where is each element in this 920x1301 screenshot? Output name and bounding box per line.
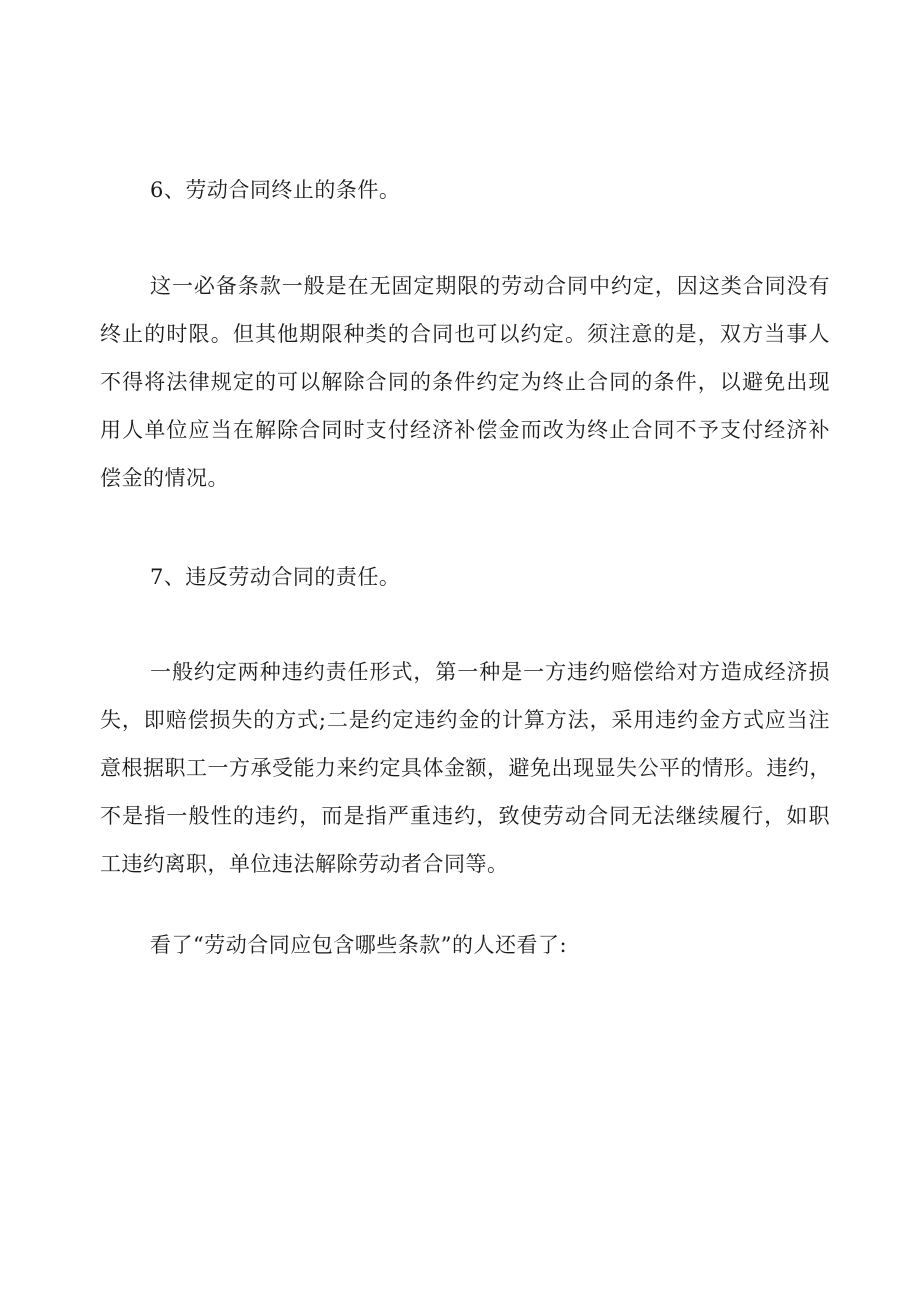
section-6-heading xyxy=(150,166,830,214)
closing-text: 看了“劳动合同应包含哪些条款”的人还看了: xyxy=(150,933,568,957)
section-7-paragraph xyxy=(100,648,831,888)
paragraph-line: 终止的时限。但其他期限种类的合同也可以约定。须注意的是，双方当事人 xyxy=(100,322,830,346)
heading-text: 6、劳动合同终止的条件。 xyxy=(150,178,401,202)
paragraph-line: 意根据职工一方承受能力来约定具体金额，避免出现显失公平的情形。违约， xyxy=(100,756,831,780)
heading-text: 7、违反劳动合同的责任。 xyxy=(150,565,401,589)
paragraph-line: 不是指一般性的违约，而是指严重违约，致使劳动合同无法继续履行，如职 xyxy=(100,804,830,828)
paragraph-line: 工违约离职，单位违法解除劳动者合同等。 xyxy=(100,852,509,876)
paragraph-line: 不得将法律规定的可以解除合同的条件约定为终止合同的条件，以避免出现 xyxy=(100,370,830,394)
paragraph-line: 失，即赔偿损失的方式;二是约定违约金的计算方法，采用违约金方式应当注 xyxy=(100,708,830,732)
section-6-paragraph xyxy=(100,262,830,502)
closing-line xyxy=(150,921,830,969)
paragraph-line: 用人单位应当在解除合同时支付经济补偿金而改为终止合同不予支付经济补 xyxy=(100,418,830,442)
paragraph-line: 偿金的情况。 xyxy=(100,466,229,490)
paragraph-line: 这一必备条款一般是在无固定期限的劳动合同中约定，因这类合同没有 xyxy=(150,274,830,298)
paragraph-line: 一般约定两种违约责任形式，第一种是一方违约赔偿给对方造成经济损 xyxy=(150,660,830,684)
section-7-heading xyxy=(150,553,830,601)
